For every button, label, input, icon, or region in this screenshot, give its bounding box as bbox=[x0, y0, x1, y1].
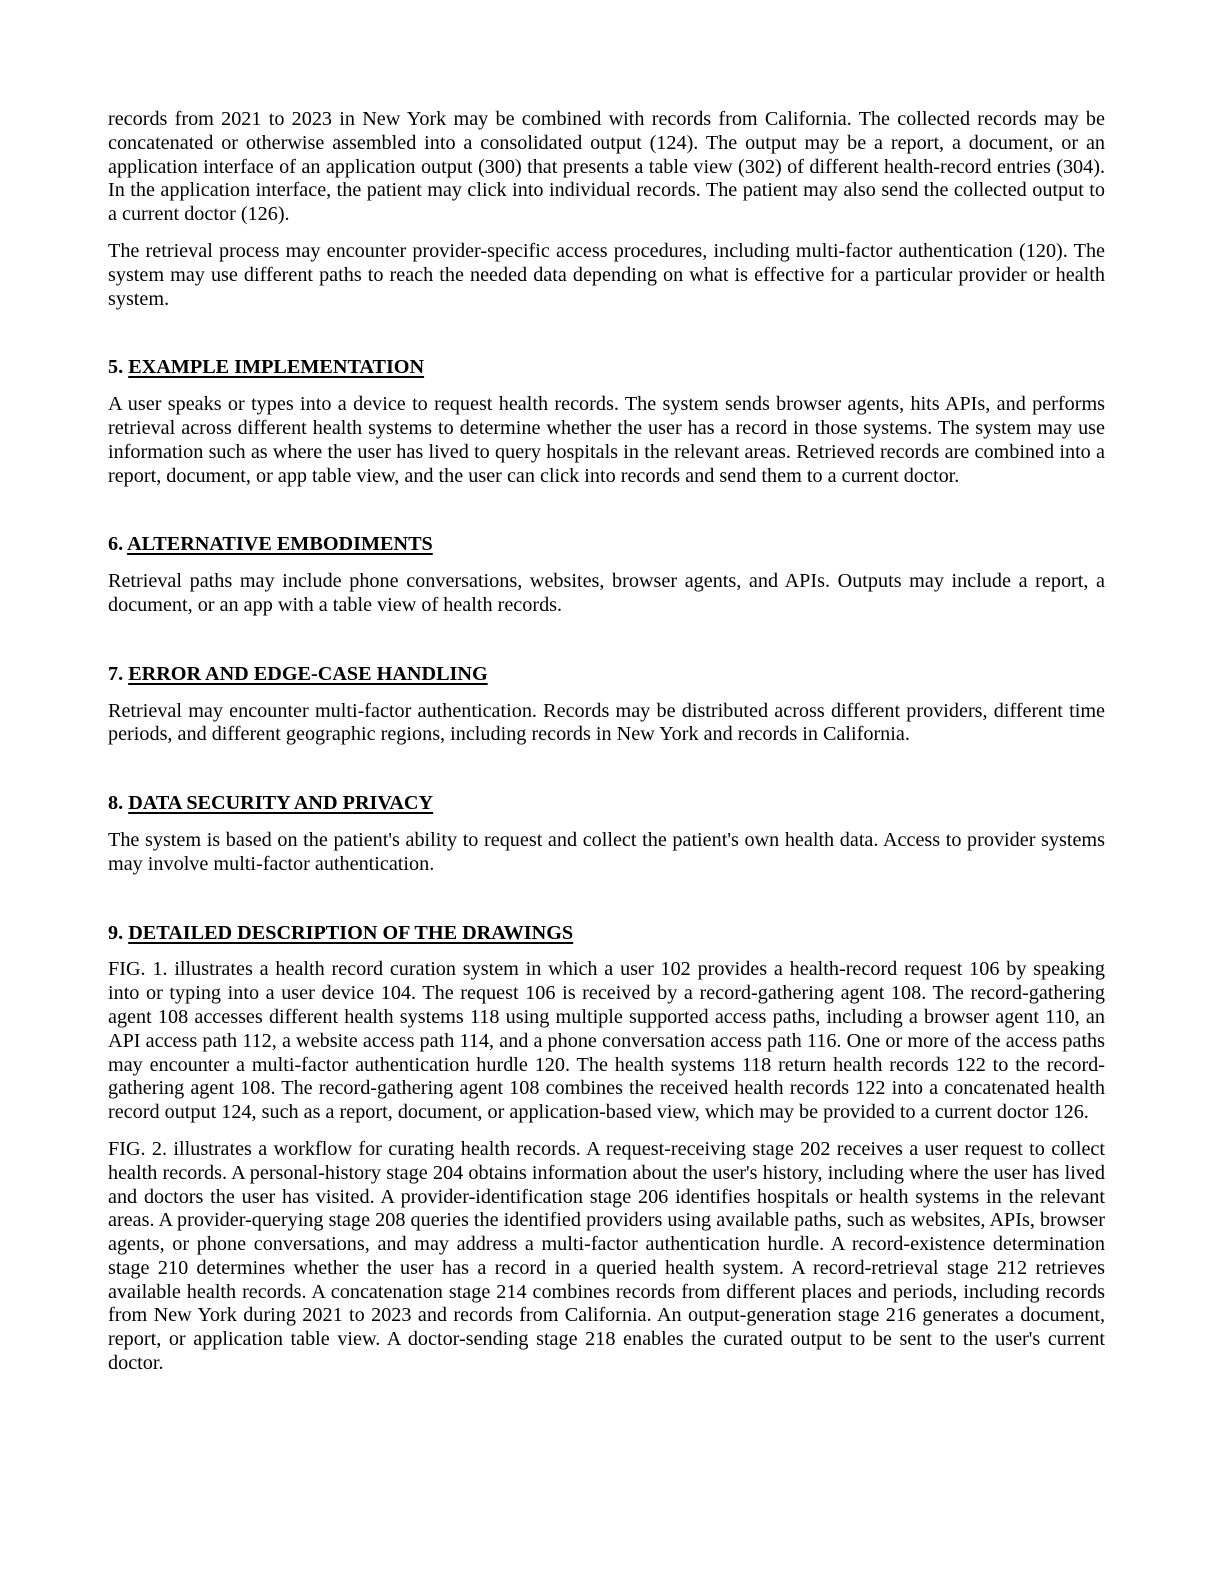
section-9-paragraph-2: FIG. 2. illustrates a workflow for curating health records. A request-receiving stage 202 receives a user request to collect health records. A personal-history stage 204 obtains information about the user's history, including where the user has lived and doctors the user has visited. A provider-identification stage 206 identifies hospitals or health systems in the relevant areas. A provider-querying stage 208 queries the identified providers using available paths, such as websites, APIs, browser agents, or phone conversations, and may address a multi-factor authentication hurdle. A record-existence determination stage 210 determines whether the user has a record in a queried health system. A record-retrieval stage 212 retrieves available health records. A concatenation stage 214 combines records from different places and periods, including records from New York during 2021 to 2023 and records from California. An output-generation stage 216 generates a document, report, or application table view. A doctor-sending stage 218 enables the curated output to be sent to the user's current doctor. bbox=[108, 1137, 1105, 1375]
section-title: DATA SECURITY AND PRIVACY bbox=[128, 792, 434, 815]
section-8-paragraph-1: The system is based on the patient's ability to request and collect the patient's own health data. Access to provider systems may involve multi-factor authentication. bbox=[108, 828, 1105, 875]
section-number: 6. bbox=[108, 533, 124, 556]
section-number: 5. bbox=[108, 356, 124, 379]
section-title: DETAILED DESCRIPTION OF THE DRAWINGS bbox=[128, 921, 574, 944]
section-6-paragraph-1: Retrieval paths may include phone conversations, websites, browser agents, and APIs. Outputs may include a report, a document, or an app with a table view of health records. bbox=[108, 570, 1105, 616]
section-heading-8 bbox=[108, 792, 1105, 816]
section-5-paragraph-1: A user speaks or types into a device to request health records. The system sends browser agents, hits APIs, and performs retrieval across different health systems to determine whether the user has a record in those systems. The system may use information such as where the user has lived to query hospitals in the relevant areas. Retrieved records are combined into a report, document, or app table view, and the user can click into records and send them to a current doctor. bbox=[108, 393, 1105, 487]
section-number: 7. bbox=[108, 662, 124, 685]
section-number: 8. bbox=[108, 792, 124, 815]
section-9-paragraph-1: FIG. 1. illustrates a health record curation system in which a user 102 provides a health-record request 106 by speaking into or typing into a user device 104. The request 106 is received by a record-gathering agent 108. The record-gathering agent 108 accesses different health systems 118 using multiple supported access paths, including a browser agent 110, an API access path 112, a website access path 114, and a phone conversation access path 116. One or more of the access paths may encounter a multi-factor authentication hurdle 120. The health systems 118 return health records 122 to the record-gathering agent 108. The record-gathering agent 108 combines the received health records 122 into a concatenated health record output 124, such as a report, document, or application-based view, which may be provided to a current doctor 126. bbox=[108, 958, 1105, 1124]
intro-paragraph-1: records from 2021 to 2023 in New York may be combined with records from California. The collected records may be concatenated or otherwise assembled into a consolidated output (124). The output may be a report, a document, or an application interface of an application output (300) that presents a table view (302) of different health-record entries (304). In the application interface, the patient may click into individual records. The patient may also send the collected output to a current doctor (126). bbox=[108, 108, 1105, 226]
section-title: EXAMPLE IMPLEMENTATION bbox=[128, 356, 425, 379]
section-heading-5 bbox=[108, 356, 1105, 380]
section-title: ALTERNATIVE EMBODIMENTS bbox=[127, 533, 433, 556]
section-title: ERROR AND EDGE-CASE HANDLING bbox=[128, 662, 488, 685]
section-heading-7 bbox=[108, 663, 1105, 687]
intro-paragraph-2: The retrieval process may encounter provider-specific access procedures, including multi-factor authentication (120). The system may use different paths to reach the needed data depending on what is effective for a particular provider or health system. bbox=[108, 239, 1105, 310]
section-heading-6 bbox=[108, 533, 1105, 557]
section-heading-9 bbox=[108, 922, 1105, 946]
document-page bbox=[108, 108, 1105, 1376]
section-7-paragraph-1: Retrieval may encounter multi-factor authentication. Records may be distributed across different providers, different time periods, and different geographic regions, including records in New York and records in California. bbox=[108, 699, 1105, 746]
section-number: 9. bbox=[108, 921, 124, 944]
